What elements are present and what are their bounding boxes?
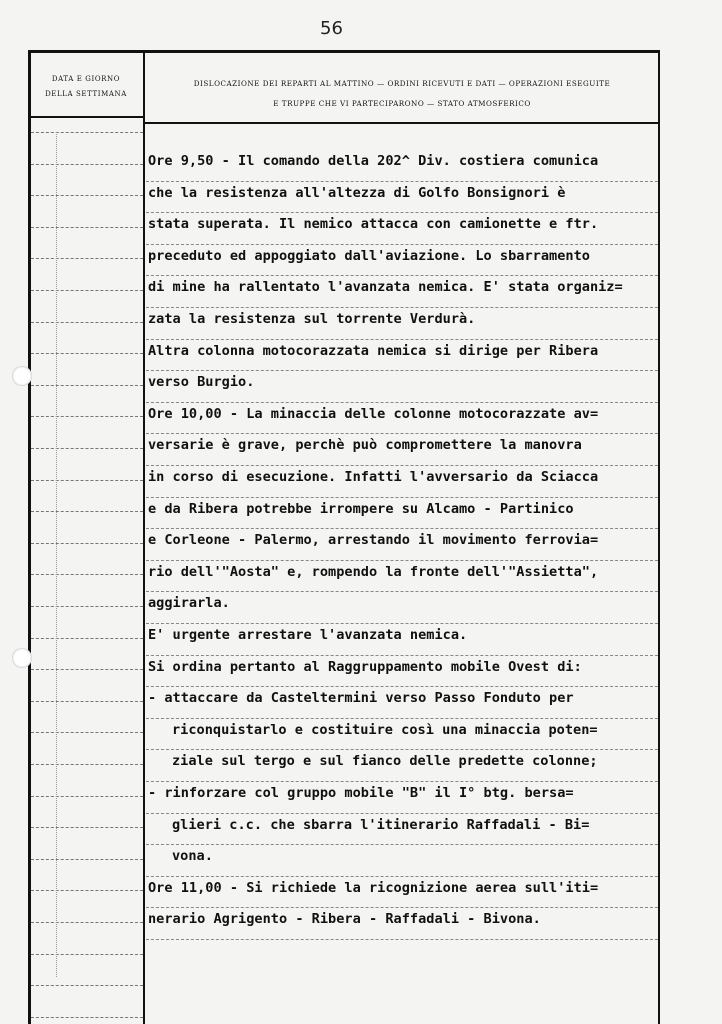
date-column-rule [31,416,143,417]
date-column-rule [31,164,143,165]
operations-header-line: E TRUPPE CHE VI PARTECIPARONO — STATO ATMOSFERICO [273,99,531,108]
text-line: stata superata. Il nemico attacca con camionette e ftr. [146,213,658,245]
date-column-rule [31,859,143,860]
date-column-rule [31,669,143,670]
text-line: aggirarla. [146,592,658,624]
date-column-rule [31,227,143,228]
date-column-rules [31,132,143,1024]
text-line: zata la resistenza sul torrente Verdurà. [146,308,658,340]
text-line: e da Ribera potrebbe irrompere su Alcamo - Partinico [146,498,658,530]
date-column-rule [31,890,143,891]
text-line: - attaccare da Casteltermini verso Passo Fonduto per [146,687,658,719]
date-column-rule [31,132,143,133]
text-line: Altra colonna motocorazzata nemica si dirige per Ribera [146,340,658,372]
text-line: Ore 9,50 - Il comando della 202^ Div. costiera comunica [146,150,658,182]
text-line: riconquistarlo e costituire così una minaccia poten= [146,719,658,751]
date-column-rule [31,1017,143,1018]
date-column-rule [31,195,143,196]
header-rule-right [143,122,660,124]
text-line: Ore 10,00 - La minaccia delle colonne motocorazzate av= [146,403,658,435]
date-column-rule [31,258,143,259]
text-line: - rinforzare col gruppo mobile "B" il I° btg. bersa= [146,782,658,814]
frame-right-rule [658,50,660,1024]
date-column-rule [31,448,143,449]
date-column-rule [31,922,143,923]
date-column-rule [31,353,143,354]
date-column-rule [31,290,143,291]
text-line: di mine ha rallentato l'avanzata nemica. E' stata organiz= [146,276,658,308]
date-column-subdivider [56,132,57,977]
text-line: e Corleone - Palermo, arrestando il movimento ferrovia= [146,529,658,561]
page-number: 56 [320,18,343,39]
date-header-line: DELLA SETTIMANA [45,90,127,98]
operations-header-line: DISLOCAZIONE DEI REPARTI AL MATTINO — ORDINI RICEVUTI E DATI — OPERAZIONI ESEGUITE [193,79,611,88]
frame-top-rule [28,50,660,53]
date-column-rule [31,606,143,607]
date-column-rule [31,385,143,386]
text-line: Ore 11,00 - Si richiede la ricognizione aerea sull'iti= [146,877,658,909]
date-column-rule [31,574,143,575]
date-column-rule [31,511,143,512]
date-column-rule [31,985,143,986]
date-column-rule [31,827,143,828]
date-column-rule [31,322,143,323]
text-line: versarie è grave, perchè può compromettere la manovra [146,434,658,466]
text-line: preceduto ed appoggiato dall'aviazione. Lo sbarramento [146,245,658,277]
text-line: vona. [146,845,658,877]
date-column-rule [31,638,143,639]
date-column-rule [31,796,143,797]
text-line: glieri c.c. che sbarra l'itinerario Raffadali - Bi= [146,814,658,846]
text-line: in corso di esecuzione. Infatti l'avversario da Sciacca [146,466,658,498]
date-column-rule [31,732,143,733]
date-column-rule [31,480,143,481]
punch-hole [12,366,32,386]
text-line: E' urgente arrestare l'avanzata nemica. [146,624,658,656]
text-line: ziale sul tergo e sul fianco delle predette colonne; [146,750,658,782]
column-divider [143,50,145,1024]
date-column-rule [31,954,143,955]
text-line: che la resistenza all'altezza di Golfo Bonsignori è [146,182,658,214]
operations-column-header [150,74,654,114]
date-header-line: DATA E GIORNO [51,75,121,83]
date-column-rule [31,764,143,765]
text-line: rio dell'"Aosta" e, rompendo la fronte dell'"Assietta", [146,561,658,593]
text-line: nerario Agrigento - Ribera - Raffadali - Bivona. [146,908,658,940]
date-column-header [34,72,138,102]
text-line: Si ordina pertanto al Raggruppamento mobile Ovest di: [146,656,658,688]
header-rule-left [28,116,143,118]
punch-hole [12,648,32,668]
date-column-rule [31,543,143,544]
text-line: verso Burgio. [146,371,658,403]
date-column-rule [31,701,143,702]
